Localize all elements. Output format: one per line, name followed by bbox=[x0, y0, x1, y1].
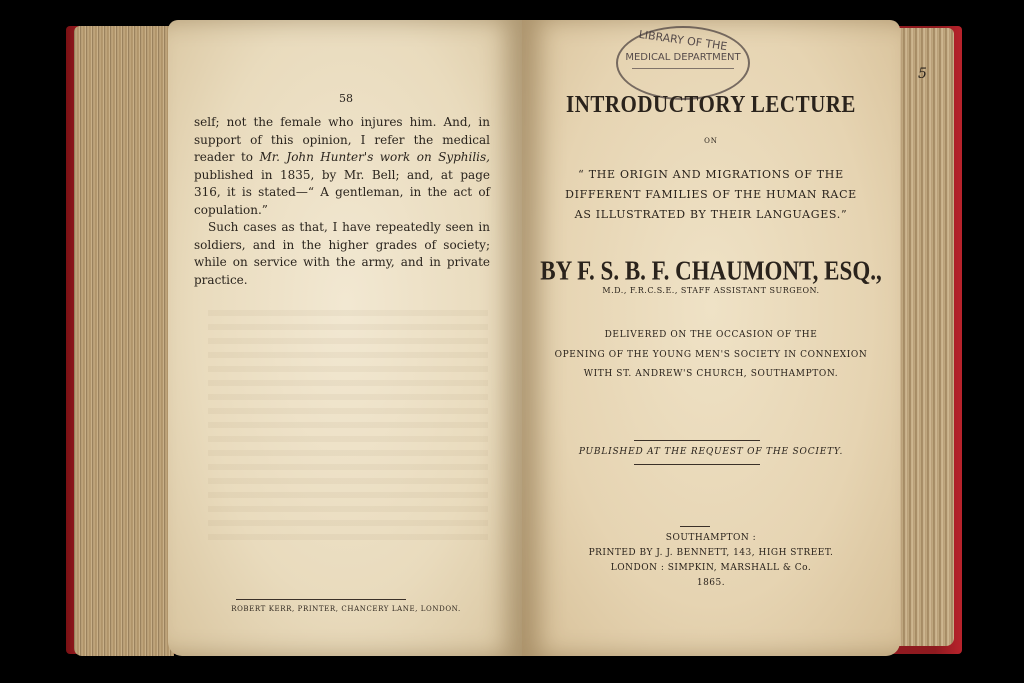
right-page bbox=[522, 20, 900, 656]
short-rule bbox=[680, 526, 710, 527]
body-text bbox=[194, 114, 490, 289]
pencil-annotation: 5 bbox=[918, 66, 927, 82]
page-edges-left bbox=[74, 26, 174, 656]
stamp-text-middle: MEDICAL DEPARTMENT bbox=[625, 52, 741, 63]
stamp-divider bbox=[632, 68, 734, 69]
rule-above-note bbox=[634, 440, 760, 441]
imprint-year: 1865. bbox=[696, 578, 726, 588]
author-credentials: M.D., F.R.C.S.E., STAFF ASSISTANT SURGEON. bbox=[602, 286, 820, 295]
library-stamp bbox=[616, 26, 750, 100]
paragraph-2: Such cases as that, I have repeatedly seen in soldiers, and in the higher grades of society; while on service with the army, and in private practice. bbox=[194, 220, 490, 287]
imprint-printer: PRINTED BY J. J. BENNETT, 143, HIGH STREET. bbox=[588, 548, 834, 558]
lecture-title: INTRODUCTORY LECTURE bbox=[566, 90, 856, 118]
rule-below-note bbox=[634, 464, 760, 465]
imprint-city: SOUTHAMPTON : bbox=[665, 533, 757, 543]
subtitle-line-1: “ THE ORIGIN AND MIGRATIONS OF THE bbox=[578, 168, 844, 181]
delivered-line-1: DELIVERED ON THE OCCASION OF THE bbox=[604, 330, 818, 340]
delivered-line-3: WITH ST. ANDREW'S CHURCH, SOUTHAMPTON. bbox=[583, 369, 839, 379]
printer-imprint: ROBERT KERR, PRINTER, CHANCERY LANE, LONDON. bbox=[231, 605, 461, 613]
imprint-london: LONDON : SIMPKIN, MARSHALL & Co. bbox=[610, 563, 812, 573]
book-reference: Mr. John Hunter's work on Syphilis, bbox=[259, 150, 490, 164]
page-number: 58 bbox=[339, 92, 353, 105]
on-label: ON bbox=[704, 137, 718, 145]
left-page bbox=[168, 20, 524, 656]
delivered-line-2: OPENING OF THE YOUNG MEN'S SOCIETY IN CONNEXION bbox=[554, 350, 868, 360]
stamp-text-top: LIBRARY OF THE bbox=[637, 27, 729, 54]
subtitle-line-2: DIFFERENT FAMILIES OF THE HUMAN RACE bbox=[565, 188, 857, 201]
printer-rule bbox=[236, 599, 406, 600]
bleed-through-text bbox=[208, 310, 488, 540]
published-note: PUBLISHED AT THE REQUEST OF THE SOCIETY. bbox=[578, 447, 844, 457]
author-line: BY F. S. B. F. CHAUMONT, ESQ., bbox=[540, 255, 882, 286]
subtitle-line-3: AS ILLUSTRATED BY THEIR LANGUAGES.” bbox=[574, 208, 848, 221]
paragraph-1: self; not the female who injures him. And, in support of this opinion, I refer the medical reader to Mr. John Hunter's work on Syphilis, published in 1835, by Mr. Bell; and, at page 316, it is stated—“ A gentleman, in the act of copulation.” bbox=[194, 115, 490, 217]
